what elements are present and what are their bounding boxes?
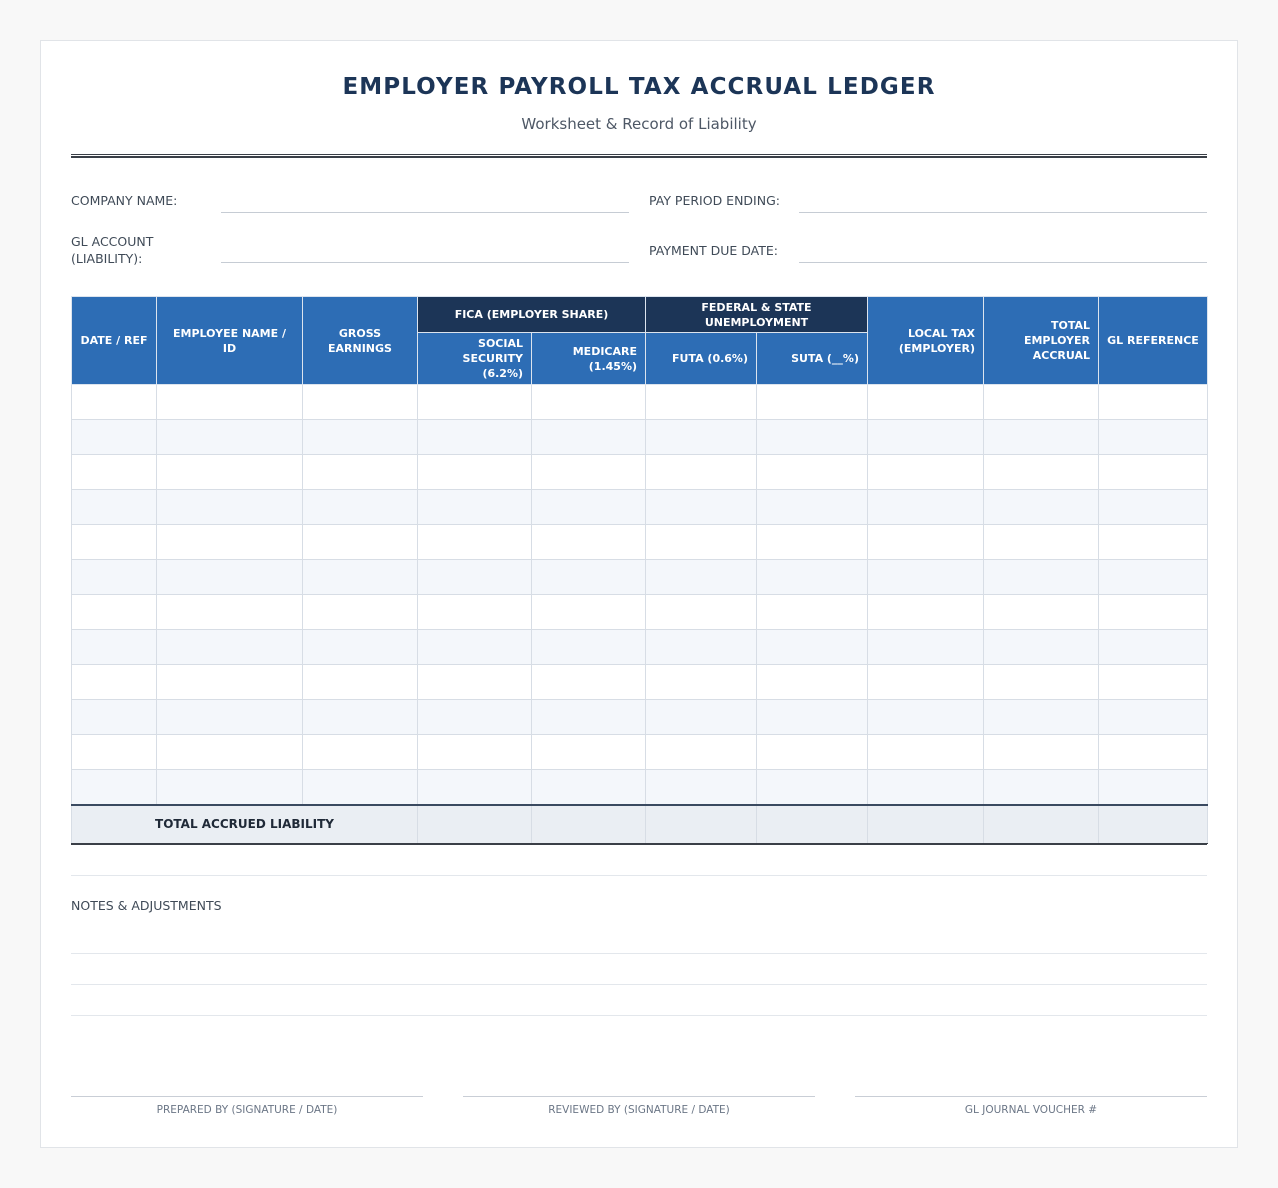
ledger-cell[interactable]: [303, 735, 418, 770]
ledger-cell[interactable]: [868, 420, 984, 455]
notes-divider: [71, 875, 1207, 876]
col-local-tax: LOCAL TAX (EMPLOYER): [868, 297, 984, 385]
col-employee-name: EMPLOYEE NAME / ID: [157, 297, 303, 385]
ledger-cell[interactable]: [157, 420, 303, 455]
table-row: [72, 630, 1208, 665]
ledger-cell[interactable]: [532, 595, 646, 630]
ledger-cell[interactable]: [1099, 490, 1208, 525]
table-row: [72, 385, 1208, 420]
ledger-cell[interactable]: [984, 455, 1099, 490]
ledger-cell[interactable]: [646, 665, 757, 700]
table-row: [72, 525, 1208, 560]
ledger-cell[interactable]: [868, 595, 984, 630]
ledger-cell[interactable]: [646, 560, 757, 595]
payment-due-date-field[interactable]: [799, 262, 1207, 263]
ledger-cell[interactable]: [757, 525, 868, 560]
ledger-cell[interactable]: [532, 700, 646, 735]
table-row: [72, 455, 1208, 490]
table-row: [72, 595, 1208, 630]
ledger-cell[interactable]: [984, 420, 1099, 455]
col-medicare: MEDICARE (1.45%): [532, 333, 646, 385]
ledger-cell[interactable]: [532, 770, 646, 805]
ledger-cell[interactable]: [868, 770, 984, 805]
ledger-cell[interactable]: [303, 420, 418, 455]
table-row: [72, 700, 1208, 735]
ledger-cell[interactable]: [646, 385, 757, 420]
ledger-cell[interactable]: [418, 455, 532, 490]
ledger-cell[interactable]: [532, 385, 646, 420]
total-cell[interactable]: [418, 805, 532, 844]
ledger-cell[interactable]: [757, 700, 868, 735]
ledger-cell[interactable]: [303, 490, 418, 525]
ledger-cell[interactable]: [418, 560, 532, 595]
ledger-cell[interactable]: [868, 490, 984, 525]
ledger-sheet: [40, 40, 1238, 1148]
reviewed-by-label: REVIEWED BY (SIGNATURE / DATE): [548, 1104, 730, 1116]
ledger-cell[interactable]: [984, 770, 1099, 805]
ledger-cell[interactable]: [984, 630, 1099, 665]
ledger-cell[interactable]: [72, 665, 157, 700]
ledger-cell[interactable]: [532, 525, 646, 560]
ledger-cell[interactable]: [646, 595, 757, 630]
ledger-cell[interactable]: [418, 420, 532, 455]
ledger-cell[interactable]: [303, 595, 418, 630]
ledger-cell[interactable]: [1099, 385, 1208, 420]
notes-line[interactable]: [71, 984, 1207, 985]
ledger-cell[interactable]: [1099, 455, 1208, 490]
table-row: [72, 420, 1208, 455]
ledger-cell[interactable]: [72, 595, 157, 630]
ledger-cell[interactable]: [418, 735, 532, 770]
ledger-cell[interactable]: [868, 735, 984, 770]
total-cell[interactable]: [532, 805, 646, 844]
total-cell[interactable]: [868, 805, 984, 844]
ledger-cell[interactable]: [1099, 665, 1208, 700]
ledger-cell[interactable]: [303, 770, 418, 805]
ledger-cell[interactable]: [72, 385, 157, 420]
ledger-cell[interactable]: [72, 630, 157, 665]
ledger-cell[interactable]: [868, 630, 984, 665]
ledger-cell[interactable]: [984, 700, 1099, 735]
col-gross-earnings: GROSS EARNINGS: [303, 297, 418, 385]
ledger-cell[interactable]: [303, 665, 418, 700]
reviewed-by-signature-line[interactable]: [463, 1096, 815, 1097]
col-total-accrual: TOTAL EMPLOYER ACCRUAL: [984, 297, 1099, 385]
group-fica: FICA (EMPLOYER SHARE): [418, 297, 646, 333]
ledger-cell[interactable]: [1099, 630, 1208, 665]
table-row: [72, 665, 1208, 700]
header-divider: [71, 154, 1207, 158]
ledger-cell[interactable]: [984, 385, 1099, 420]
ledger-cell[interactable]: [532, 735, 646, 770]
ledger-cell[interactable]: [157, 595, 303, 630]
ledger-cell[interactable]: [984, 735, 1099, 770]
table-row: [72, 560, 1208, 595]
ledger-cell[interactable]: [532, 420, 646, 455]
pay-period-ending-field[interactable]: [799, 212, 1207, 213]
ledger-cell[interactable]: [157, 700, 303, 735]
ledger-cell[interactable]: [532, 630, 646, 665]
ledger-cell[interactable]: [157, 735, 303, 770]
ledger-cell[interactable]: [646, 735, 757, 770]
ledger-cell[interactable]: [157, 525, 303, 560]
ledger-cell[interactable]: [757, 385, 868, 420]
ledger-cell[interactable]: [1099, 770, 1208, 805]
ledger-cell[interactable]: [72, 560, 157, 595]
col-suta: SUTA (__%): [757, 333, 868, 385]
notes-line[interactable]: [71, 953, 1207, 954]
ledger-cell[interactable]: [72, 455, 157, 490]
ledger-cell[interactable]: [1099, 735, 1208, 770]
ledger-body: [72, 385, 1208, 844]
ledger-cell[interactable]: [532, 665, 646, 700]
ledger-cell[interactable]: [72, 770, 157, 805]
company-name-label: COMPANY NAME:: [71, 193, 178, 208]
ledger-cell[interactable]: [868, 700, 984, 735]
table-row: [72, 490, 1208, 525]
col-gl-reference: GL REFERENCE: [1099, 297, 1208, 385]
ledger-cell[interactable]: [1099, 420, 1208, 455]
ledger-cell[interactable]: [157, 490, 303, 525]
ledger-cell[interactable]: [157, 560, 303, 595]
ledger-cell[interactable]: [72, 525, 157, 560]
ledger-cell[interactable]: [757, 490, 868, 525]
page-subtitle: Worksheet & Record of Liability: [521, 115, 757, 133]
ledger-cell[interactable]: [757, 595, 868, 630]
ledger-cell[interactable]: [868, 560, 984, 595]
ledger-cell[interactable]: [984, 665, 1099, 700]
journal-voucher-line[interactable]: [855, 1096, 1207, 1097]
ledger-cell[interactable]: [72, 420, 157, 455]
ledger-cell[interactable]: [757, 665, 868, 700]
total-label: TOTAL ACCRUED LIABILITY: [72, 805, 418, 844]
ledger-cell[interactable]: [418, 630, 532, 665]
ledger-cell[interactable]: [157, 770, 303, 805]
accrual-ledger-table: [71, 296, 1208, 844]
notes-line[interactable]: [71, 1015, 1207, 1016]
ledger-cell[interactable]: [157, 385, 303, 420]
ledger-cell[interactable]: [303, 385, 418, 420]
prepared-by-label: PREPARED BY (SIGNATURE / DATE): [156, 1104, 338, 1116]
col-date-ref: DATE / REF: [72, 297, 157, 385]
ledger-cell[interactable]: [646, 770, 757, 805]
table-row: [72, 770, 1208, 805]
gl-account-field[interactable]: [221, 262, 629, 263]
ledger-cell[interactable]: [532, 560, 646, 595]
ledger-cell[interactable]: [303, 560, 418, 595]
ledger-cell[interactable]: [646, 700, 757, 735]
table-row: [72, 735, 1208, 770]
ledger-cell[interactable]: [646, 490, 757, 525]
total-cell[interactable]: [984, 805, 1099, 844]
ledger-cell[interactable]: [868, 455, 984, 490]
ledger-cell[interactable]: [72, 735, 157, 770]
ledger-cell[interactable]: [532, 490, 646, 525]
journal-voucher-label: GL JOURNAL VOUCHER #: [964, 1104, 1098, 1116]
ledger-cell[interactable]: [157, 665, 303, 700]
ledger-cell[interactable]: [646, 630, 757, 665]
ledger-cell[interactable]: [757, 420, 868, 455]
ledger-cell[interactable]: [757, 455, 868, 490]
ledger-cell[interactable]: [418, 385, 532, 420]
ledger-cell[interactable]: [157, 630, 303, 665]
pay-period-ending-label: PAY PERIOD ENDING:: [649, 193, 780, 208]
ledger-cell[interactable]: [757, 630, 868, 665]
ledger-cell[interactable]: [72, 700, 157, 735]
ledger-cell[interactable]: [757, 735, 868, 770]
total-row: [72, 805, 1208, 844]
notes-label: NOTES & ADJUSTMENTS: [71, 898, 222, 913]
ledger-cell[interactable]: [532, 455, 646, 490]
ledger-cell[interactable]: [418, 525, 532, 560]
ledger-cell[interactable]: [418, 770, 532, 805]
total-cell[interactable]: [646, 805, 757, 844]
ledger-cell[interactable]: [1099, 700, 1208, 735]
ledger-cell[interactable]: [984, 560, 1099, 595]
payment-due-date-label: PAYMENT DUE DATE:: [649, 243, 778, 258]
ledger-cell[interactable]: [646, 455, 757, 490]
ledger-cell[interactable]: [1099, 595, 1208, 630]
ledger-cell[interactable]: [72, 490, 157, 525]
group-unemployment: FEDERAL & STATE UNEMPLOYMENT: [646, 297, 868, 333]
ledger-cell[interactable]: [984, 525, 1099, 560]
col-futa: FUTA (0.6%): [646, 333, 757, 385]
ledger-cell[interactable]: [868, 385, 984, 420]
ledger-cell[interactable]: [303, 630, 418, 665]
ledger-cell[interactable]: [303, 525, 418, 560]
ledger-cell[interactable]: [984, 490, 1099, 525]
ledger-cell[interactable]: [303, 455, 418, 490]
ledger-cell[interactable]: [418, 665, 532, 700]
gl-account-label: GL ACCOUNT (LIABILITY):: [71, 234, 154, 266]
total-cell[interactable]: [1099, 805, 1208, 844]
total-cell[interactable]: [757, 805, 868, 844]
ledger-cell[interactable]: [984, 595, 1099, 630]
col-social-security: SOCIAL SECURITY (6.2%): [418, 333, 532, 385]
ledger-cell[interactable]: [303, 700, 418, 735]
ledger-cell[interactable]: [1099, 525, 1208, 560]
ledger-cell[interactable]: [646, 525, 757, 560]
ledger-cell[interactable]: [646, 420, 757, 455]
ledger-cell[interactable]: [418, 595, 532, 630]
ledger-cell[interactable]: [868, 665, 984, 700]
company-name-field[interactable]: [221, 212, 629, 213]
ledger-cell[interactable]: [868, 525, 984, 560]
prepared-by-signature-line[interactable]: [71, 1096, 423, 1097]
page-title: EMPLOYER PAYROLL TAX ACCRUAL LEDGER: [342, 74, 936, 100]
ledger-cell[interactable]: [418, 700, 532, 735]
ledger-cell[interactable]: [757, 560, 868, 595]
ledger-cell[interactable]: [1099, 560, 1208, 595]
ledger-cell[interactable]: [418, 490, 532, 525]
total-double-rule: [71, 844, 1207, 845]
ledger-cell[interactable]: [157, 455, 303, 490]
ledger-cell[interactable]: [757, 770, 868, 805]
